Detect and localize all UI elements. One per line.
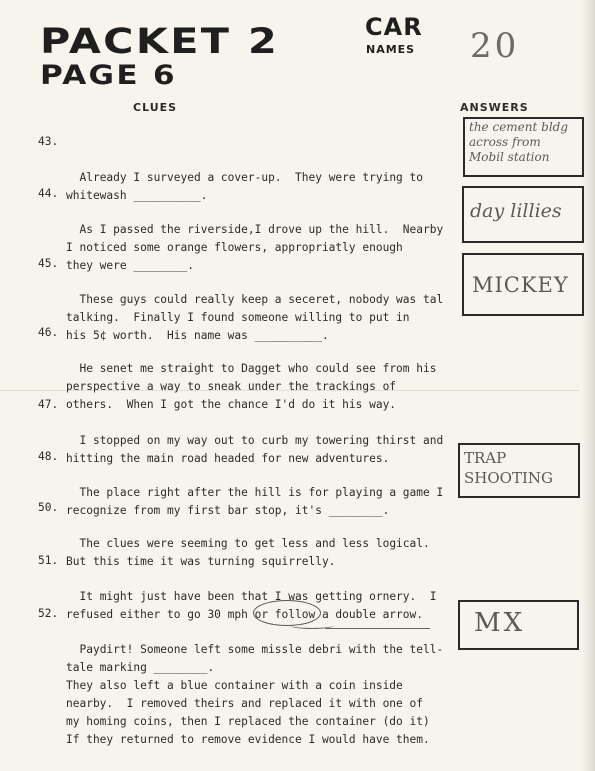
category-title: CAR	[365, 13, 423, 41]
clue-text: It might just have been that I was getting ornery. I refused either to go 30 mph or follow a double arrow.	[66, 590, 437, 621]
handwritten-answer: TRAP SHOOTING	[464, 449, 553, 487]
clue-text: These guys could really keep a seceret, nobody was tal talking. Finally I found someone willing to put in his 5¢ worth. His name was __________.	[66, 293, 444, 342]
answer-box-52[interactable]	[458, 600, 579, 650]
answer-box-48[interactable]	[458, 443, 580, 498]
clues-column-header: CLUES	[133, 101, 178, 114]
handwritten-score: 20	[470, 26, 520, 66]
clue-text: The clues were seeming to get less and less logical. But this time it was turning squirrelly.	[66, 537, 430, 568]
clue-number: 44.	[38, 187, 59, 200]
handwritten-answer: day lillies	[470, 200, 562, 222]
clue-text: I stopped on my way out to curb my towering thirst and hitting the main road headed for new adventures.	[66, 434, 444, 465]
clue-text: The place right after the hill is for playing a game I recognize from my first bar stop, it's ________.	[66, 486, 444, 517]
page-number: PAGE 6	[40, 60, 177, 91]
clue-number: 52.	[38, 607, 59, 620]
names-label: NAMES	[366, 43, 416, 56]
page-edge	[583, 0, 595, 771]
answers-column-header: ANSWERS	[460, 101, 529, 114]
answer-box-44[interactable]	[462, 186, 584, 243]
handwritten-answer: MICKEY	[472, 273, 569, 297]
clue-text: He senet me straight to Dagget who could see from his perspective a way to sneak under the trackings of others. When I got the chance I'd do it his way.	[66, 362, 437, 411]
clue-text: Already I surveyed a cover-up. They were trying to whitewash __________.	[66, 171, 423, 202]
clue-text: As I passed the riverside,I drove up the hill. Nearby I noticed some orange flowers, appropriatly enough they were ________.	[66, 223, 444, 272]
clue-number: 51.	[38, 554, 59, 567]
clue-number: 50.	[38, 501, 59, 514]
clue-number: 48.	[38, 450, 59, 463]
clue-number: 47.	[38, 398, 59, 411]
packet-title: PACKET 2	[40, 22, 280, 62]
clue-number: 45.	[38, 257, 59, 270]
answer-box-43[interactable]	[463, 117, 584, 177]
handwritten-answer: the cement bldg across from Mobil station	[469, 120, 569, 164]
clue-number: 46.	[38, 326, 59, 339]
clue-number: 43.	[38, 135, 59, 148]
clue-text: Paydirt! Someone left some missle debri with the tell- tale marking ________. They also left a blue container with a coin inside nearby. I removed theirs and replaced it with one of my homing coins, then I replaced the container (do it) If they returned to remove evidence I would have them.	[66, 643, 444, 746]
handwritten-answer: MX	[474, 608, 526, 638]
answer-box-45[interactable]	[462, 253, 584, 316]
ink-underline	[325, 624, 430, 629]
